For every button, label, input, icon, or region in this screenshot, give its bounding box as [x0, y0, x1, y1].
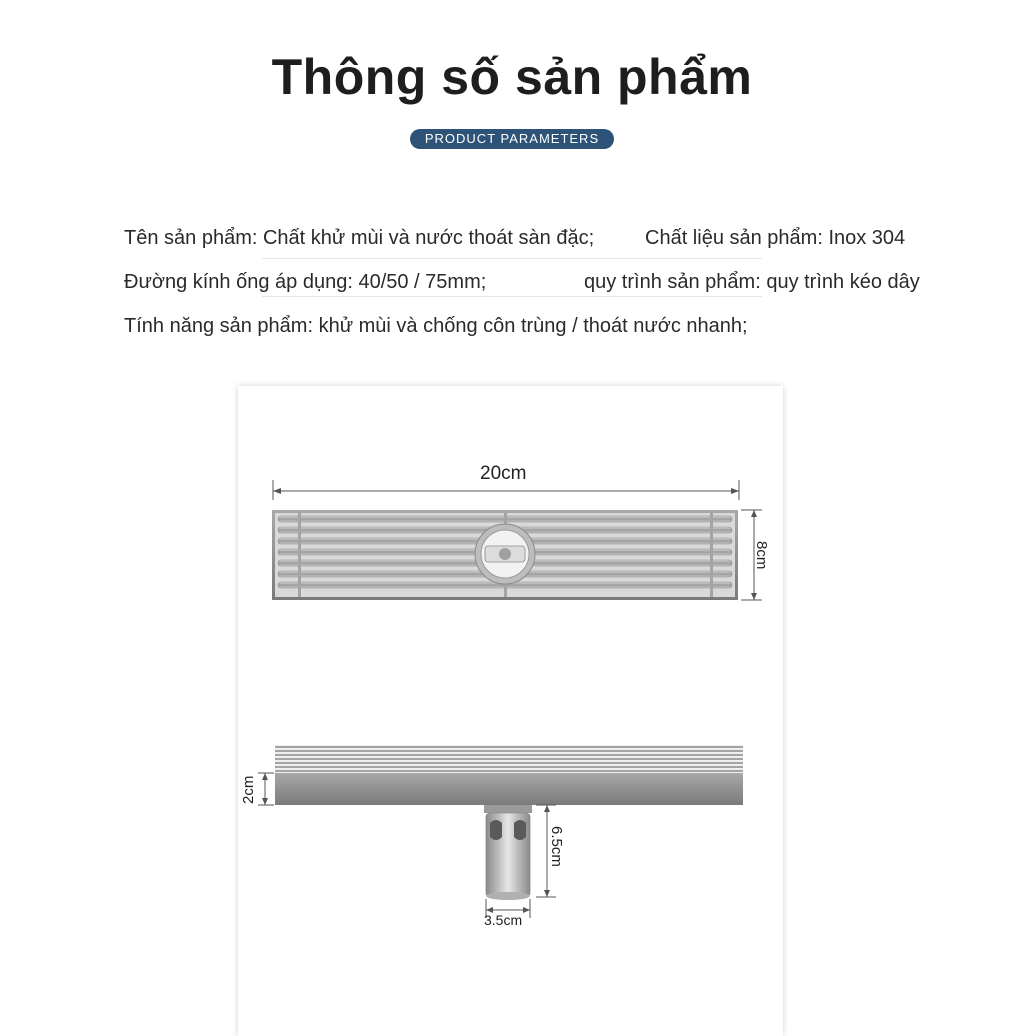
spec-material: Chất liệu sản phẩm: Inox 304: [645, 227, 906, 249]
height-label: 2cm: [240, 775, 257, 804]
divider: [262, 296, 762, 297]
spec-process: quy trình sản phẩm: quy trình kéo dây: [584, 271, 920, 293]
divider: [262, 258, 762, 259]
product-diagram-card: [238, 386, 783, 1036]
spec-product-name: Tên sản phẩm: Chất khử mùi và nước thoát sàn đặc;: [124, 227, 595, 249]
length-label: 20cm: [480, 463, 527, 484]
subtitle-badge: PRODUCT PARAMETERS: [410, 129, 614, 149]
spec-pipe-diameter: Đường kính ống áp dụng: 40/50 / 75mm;: [124, 271, 487, 293]
pipe-length-label: 6.5cm: [548, 826, 565, 867]
top-view-drain: [272, 480, 762, 600]
pipe-diameter-label: 3.5cm: [484, 912, 523, 928]
side-view-drain: [258, 745, 743, 918]
page-title: Thông số sản phẩm: [271, 49, 753, 105]
spec-features: Tính năng sản phẩm: khử mùi và chống côn trùng / thoát nước nhanh;: [124, 315, 748, 337]
width-label: 8cm: [753, 541, 770, 570]
